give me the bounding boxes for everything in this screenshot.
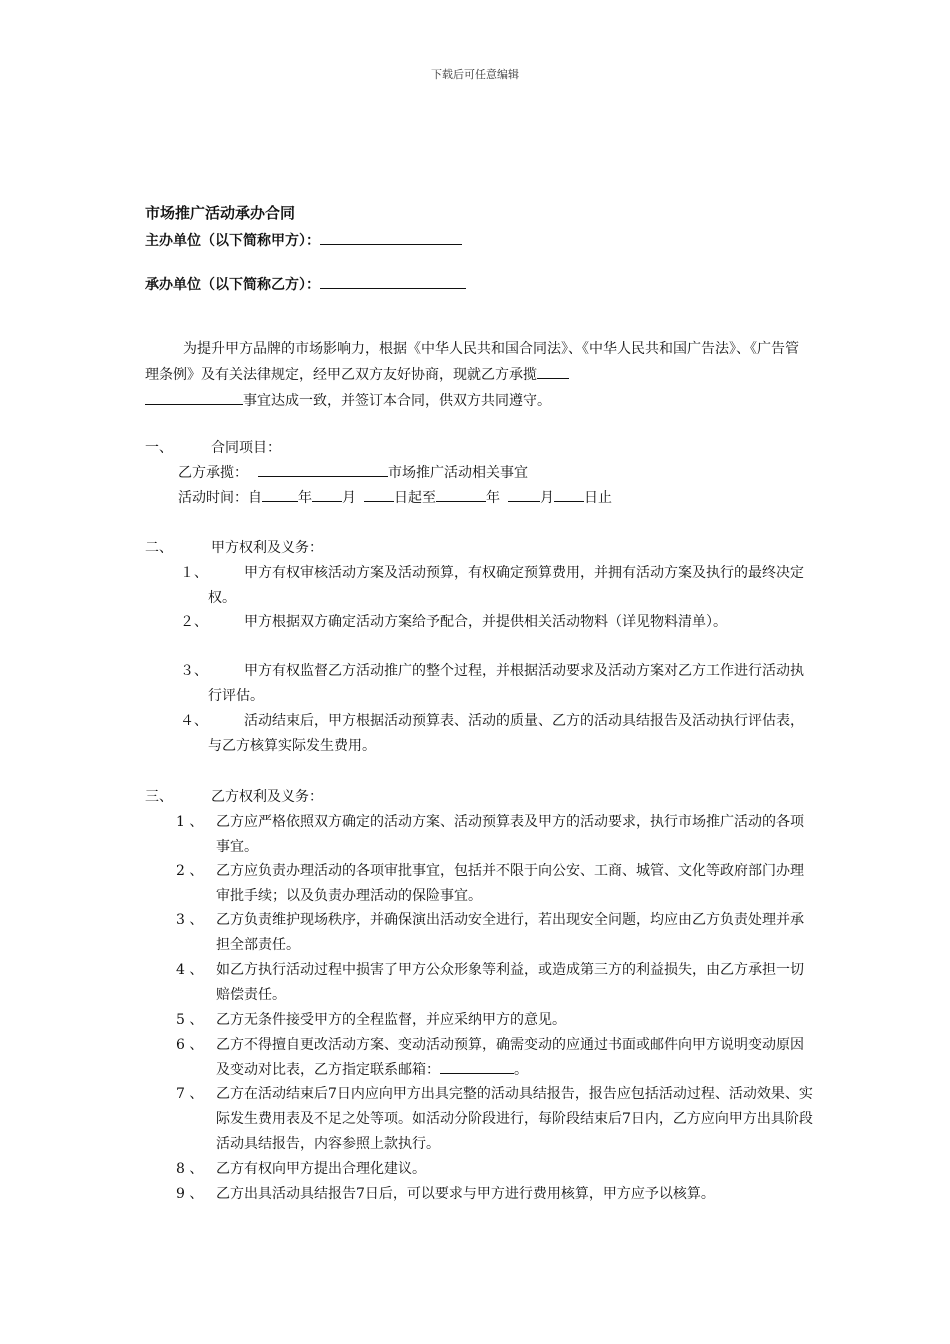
item-text: 甲方有权审核活动方案及活动预算，有权确定预算费用，并拥有活动方案及执行的最终决定权。	[208, 565, 804, 606]
item-text: 乙方负责维护现场秩序，并确保演出活动安全进行，若出现安全问题，均应由乙方负责处理并承担全部责任。	[216, 912, 804, 953]
item-number: 9 、	[176, 1186, 204, 1202]
item-number: ４、	[180, 713, 208, 729]
party-a-label: 主办单位（以下简称甲方）：	[145, 233, 320, 249]
section3-heading	[145, 786, 323, 808]
item-number: 7 、	[176, 1086, 204, 1102]
item-number: ３、	[180, 663, 208, 679]
document-title: 市场推广活动承办合同	[145, 204, 296, 222]
time-label: 活动时间：自	[178, 490, 262, 506]
time-blank-day2	[554, 487, 584, 502]
section2-num: 二、	[145, 540, 173, 556]
item-text: 活动结束后，甲方根据活动预算表、活动的质量、乙方的活动具结报告及活动执行评估表，与乙方核算实际发生费用。	[208, 713, 804, 754]
section1-title: 合同项目：	[211, 440, 281, 456]
item-text: 甲方有权监督乙方活动推广的整个过程，并根据活动要求及活动方案对乙方工作进行活动执行评估。	[208, 663, 804, 704]
item-number: 8 、	[176, 1161, 204, 1177]
party-b-blank	[320, 274, 466, 289]
undertake-label: 乙方承揽：	[178, 465, 248, 481]
item-number: 1 、	[176, 814, 204, 830]
item-text: 乙方应严格依照双方确定的活动方案、活动预算表及甲方的活动要求，执行市场推广活动的各项事宜。	[216, 814, 804, 855]
section1-heading	[145, 437, 281, 459]
intro-blank-2	[145, 390, 243, 405]
item-number: 3 、	[176, 912, 204, 928]
item-text: 乙方无条件接受甲方的全程监督，并应采纳甲方的意见。	[216, 1012, 566, 1028]
time-day-from: 日起至	[394, 490, 436, 506]
party-a-blank	[320, 230, 462, 245]
section2-title: 甲方权利及义务：	[211, 540, 323, 556]
section1-undertake	[178, 462, 528, 484]
section3-num: 三、	[145, 789, 173, 805]
undertake-suffix: 市场推广活动相关事宜	[388, 465, 528, 481]
item-6-text: 乙方不得擅自更改活动方案、变动活动预算，确需变动的应通过书面或邮件向甲方说明变动原因及变动对比表，乙方指定联系邮箱：	[216, 1037, 804, 1078]
time-blank-day	[364, 487, 394, 502]
item-6-suffix: 。	[514, 1062, 528, 1078]
time-year2: 年	[486, 490, 500, 506]
section1-num: 一、	[145, 440, 173, 456]
time-blank-year2	[436, 487, 486, 502]
time-month: 月	[342, 490, 356, 506]
intro-blank-1	[537, 364, 569, 379]
time-month2: 月	[540, 490, 554, 506]
time-blank-month	[312, 487, 342, 502]
section1-time	[178, 487, 612, 509]
item-text: 乙方应负责办理活动的各项审批事宜，包括并不限于向公安、工商、城管、文化等政府部门办理审批手续；以及负责办理活动的保险事宜。	[216, 863, 804, 904]
intro-paragraph	[145, 336, 810, 414]
item-text	[216, 1033, 816, 1083]
time-year: 年	[298, 490, 312, 506]
party-a-line	[145, 230, 462, 250]
item-text: 甲方根据双方确定活动方案给予配合，并提供相关活动物料（详见物料清单）。	[244, 614, 727, 630]
item-number: 6 、	[176, 1037, 204, 1053]
item-number: 5 、	[176, 1012, 204, 1028]
intro-part1: 为提升甲方品牌的市场影响力，根据《中华人民共和国合同法》、《中华人民共和国广告法》、《广告管理条例》及有关法律规定，经甲乙双方友好协商，现就乙方承揽	[145, 341, 799, 383]
item-number: 4 、	[176, 962, 204, 978]
header-note: 下载后可任意编辑	[431, 68, 519, 81]
item-number: 2 、	[176, 863, 204, 879]
item-text: 如乙方执行活动过程中损害了甲方公众形象等利益，或造成第三方的利益损失，由乙方承担一切赔偿责任。	[216, 962, 804, 1003]
section2-heading	[145, 537, 323, 559]
section3-title: 乙方权利及义务：	[211, 789, 323, 805]
intro-part2: 事宜达成一致，并签订本合同，供双方共同遵守。	[243, 393, 551, 409]
party-b-label: 承办单位（以下简称乙方）：	[145, 277, 320, 293]
item-text: 乙方出具活动具结报告7日后，可以要求与甲方进行费用核算，甲方应予以核算。	[216, 1186, 715, 1202]
email-blank	[440, 1059, 514, 1074]
item-text: 乙方有权向甲方提出合理化建议。	[216, 1161, 426, 1177]
item-number: ２、	[180, 614, 208, 630]
party-b-line	[145, 274, 466, 294]
item-number: １、	[180, 565, 208, 581]
time-blank-year	[262, 487, 298, 502]
item-text: 乙方在活动结束后7日内应向甲方出具完整的活动具结报告，报告应包括活动过程、活动效果、实际发生费用表及不足之处等项。如活动分阶段进行，每阶段结束后7日内，乙方应向甲方出具阶段活动具结报告，内容参照上款执行。	[216, 1086, 813, 1152]
time-day-to: 日止	[584, 490, 612, 506]
time-blank-month2	[508, 487, 540, 502]
undertake-blank	[258, 462, 388, 477]
